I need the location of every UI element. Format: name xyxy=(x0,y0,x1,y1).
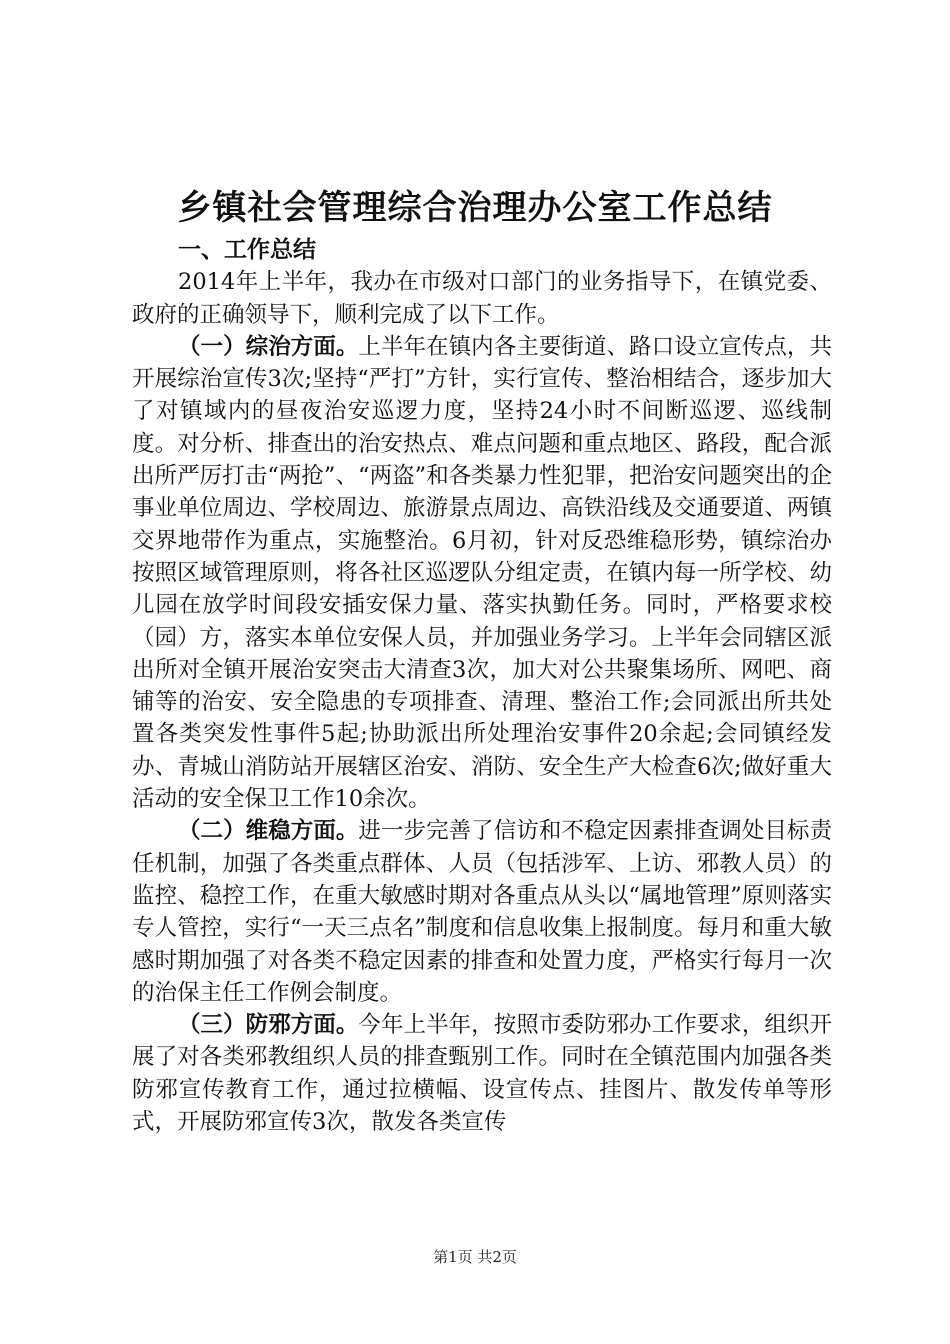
section-lead: （三）防邪方面。 xyxy=(178,1012,359,1039)
intro-paragraph: 2014年上半年，我办在市级对口部门的业务指导下，在镇党委、政府的正确领导下，顺利完成了以下工作。 xyxy=(132,269,832,328)
document-title: 乡镇社会管理综合治理办公室工作总结 xyxy=(177,188,773,228)
section-paragraph-fangxie xyxy=(132,1009,832,1138)
section-text: 今年上半年，按照市委防邪办工作要求，组织开展了对各类邪教组织人员的排查甄别工作。同时在全镇范围内加强各类防邪宣传教育工作，通过拉横幅、设宣传点、挂图片、散发传单等形式，开展防邪宣传3次，散发各类宣传 xyxy=(132,1012,832,1136)
section-heading: 一、工作总结 xyxy=(178,237,316,263)
section-text: 上半年在镇内各主要街道、路口设立宣传点，共开展综治宣传3次;坚持“严打”方针，实行宣传、整治相结合，逐步加大了对镇域内的昼夜治安巡逻力度，坚持24小时不间断巡逻、巡线制度。对分析、排查出的治安热点、难点问题和重点地区、路段，配合派出所严厉打击“两抢”、“两盗”和各类暴力性犯罪，把治安问题突出的企事业单位周边、学校周边、旅游景点周边、高铁沿线及交通要道、两镇交界地带作为重点，实施整治。6月初，针对反恐维稳形势，镇综治办按照区域管理原则，将各社区巡逻队分组定责，在镇内每一所学校、幼儿园在放学时间段安插安保力量、落实执勤任务。同时，严格要求校（园）方，落实本单位安保人员，并加强业务学习。上半年会同辖区派出所对全镇开展治安突击大清查3次，加大对公共聚集场所、网吧、商铺等的治安、安全隐患的专项排查、清理、整治工作;会同派出所共处置各类突发性事件5起;协助派出所处理治安事件20余起;会同镇经发办、青城山消防站开展辖区治安、消防、安全生产大检查6次;做好重大活动的安全保卫工作10余次。 xyxy=(132,333,832,813)
section-lead: （一）综治方面。 xyxy=(178,333,359,360)
section-lead: （二）维稳方面。 xyxy=(178,818,359,845)
section-text: 进一步完善了信访和不稳定因素排查调处目标责任机制，加强了各类重点群体、人员（包括涉军、上访、邪教人员）的监控、稳控工作，在重大敏感时期对各重点从头以“属地管理”原则落实专人管控，实行“一天三点名”制度和信息收集上报制度。每月和重大敏感时期加强了对各类不稳定因素的排查和处置力度，严格实行每月一次的治保主任工作例会制度。 xyxy=(132,818,832,1006)
page-number-footer: 第1页 共2页 xyxy=(433,1248,517,1266)
document-body xyxy=(132,234,832,1138)
section-paragraph-zongzhi xyxy=(132,331,832,815)
section-paragraph-weiwen xyxy=(132,815,832,1009)
